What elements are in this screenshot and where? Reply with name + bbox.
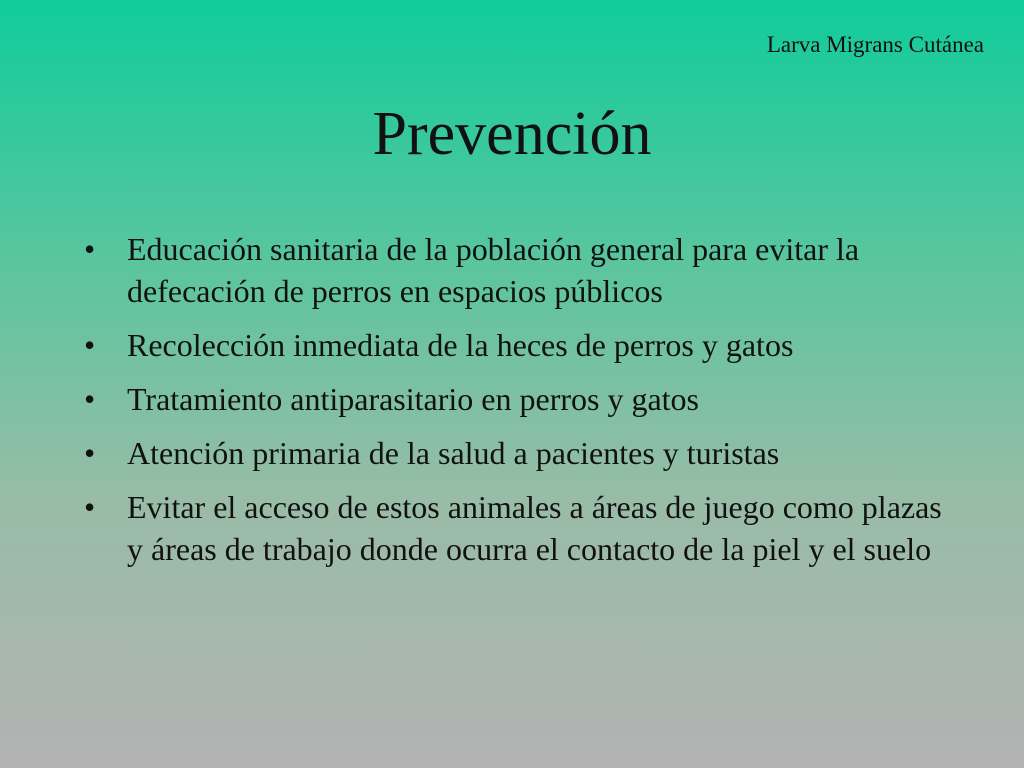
bullet-item [84, 378, 964, 420]
slide-title: Prevención [372, 100, 652, 168]
bullet-text: Tratamiento antiparasitario en perros y gatos [127, 381, 699, 417]
bullet-item [84, 486, 964, 570]
bullet-text: Atención primaria de la salud a pacientes y turistas [127, 435, 780, 471]
bullet-text: Educación sanitaria de la población general para evitar la defecación de perros en espacios públicos [127, 231, 860, 309]
bullet-marker: • [84, 381, 96, 417]
bullet-marker: • [84, 327, 96, 363]
bullet-list [84, 228, 964, 582]
bullet-item [84, 324, 964, 366]
bullet-marker: • [84, 435, 96, 471]
bullet-item [84, 228, 964, 312]
bullet-text: Recolección inmediata de la heces de perros y gatos [127, 327, 794, 363]
bullet-text: Evitar el acceso de estos animales a áreas de juego como plazas y áreas de trabajo donde ocurra el contacto de la piel y el suelo [127, 489, 942, 567]
slide-header-label: Larva Migrans Cutánea [766, 32, 984, 57]
bullet-item [84, 432, 964, 474]
bullet-marker: • [84, 231, 96, 267]
bullet-marker: • [84, 489, 96, 525]
